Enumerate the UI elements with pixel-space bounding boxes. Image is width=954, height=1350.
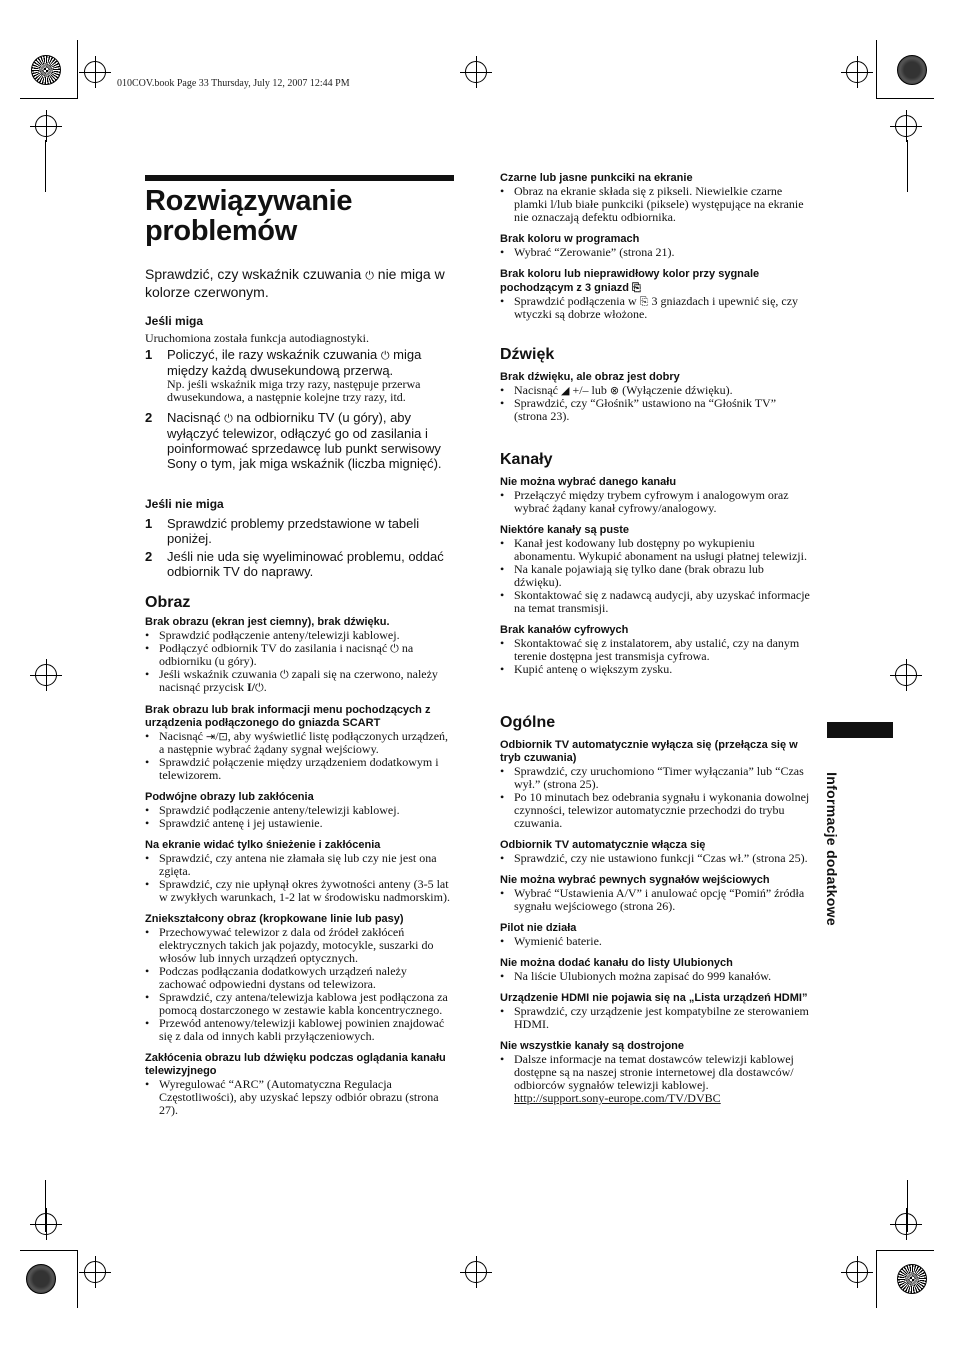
section-heading: Jeśli nie miga (145, 497, 224, 511)
registration-mark-icon (84, 61, 106, 83)
solution-list (145, 1078, 455, 1117)
registration-mark-icon (35, 115, 57, 137)
item-text: (Wyłączenie dźwięku). (619, 383, 733, 397)
list-item: • Przewód antenowy/telewizji kablowej powinien znajdować się z dala od innych kabli przyłączeniowych. (145, 1017, 455, 1043)
solution-list (500, 637, 812, 676)
step-1 (145, 516, 455, 546)
step-number: 2 (145, 549, 153, 564)
list-item: • Wybrać “Zerowanie” (strona 21). (500, 246, 812, 259)
component-input-icon: ⎘ (632, 281, 641, 294)
problem-title: Nie można wybrać pewnych sygnałów wejściowych (500, 874, 770, 886)
list-item: • Wyregulować “ARC” (Automatyczna Regulacja Częstotliwości), aby uzyskać lepszy odbiór obrazu (strona 27). (145, 1078, 455, 1117)
section-text: Uruchomiona została funkcja autodiagnostyki. (145, 331, 369, 345)
jesli-nie-miga-section (145, 497, 455, 579)
list-item (500, 295, 812, 321)
problem-title: Nie można dodać kanału do listy Ulubionych (500, 957, 733, 969)
solution-list (500, 384, 812, 423)
registration-mark-icon (895, 1213, 917, 1235)
problem-title: Pilot nie działa (500, 922, 577, 934)
page-title: Rozwiązywanie problemów (145, 185, 353, 247)
list-item: • Podczas podłączania dodatkowych urządzeń należy zachować odpowiedni dystans od telewizora. (145, 965, 455, 991)
crop-mark (876, 1250, 934, 1251)
step-2 (145, 410, 455, 471)
item-text: / (215, 729, 219, 743)
list-item: • Skontaktować się z instalatorem, aby ustalić, czy na danym terenie dostępna jest transmisja cyfrowa. (500, 637, 812, 663)
obraz-section (145, 594, 455, 1117)
item-text: Jeśli wskaźnik czuwania (159, 667, 280, 681)
standby-icon: ⏻ (390, 642, 399, 655)
crop-mark (77, 40, 78, 98)
step-text: Sprawdzić problemy przedstawione w tabeli poniżej. (167, 516, 420, 546)
list-item: • Wymienić baterie. (500, 935, 812, 948)
solution-list (500, 1005, 812, 1031)
crop-mark (45, 140, 46, 192)
step-text: Nacisnąć (167, 410, 225, 425)
list-item: • Po 10 minutach bez odebrania sygnału i wykonania dowolnej czynności, telewizor automatycznie przechodzi do trybu czuwania. (500, 791, 812, 830)
registration-mark-icon (465, 1261, 487, 1283)
list-item: • Obraz na ekranie składa się z pikseli. Niewielkie czarne plamki l/lub białe punkciki (piksele) występujące na ekranie nie oznaczają defektu odbiornika. (500, 185, 812, 224)
solution-list (500, 970, 812, 983)
crop-mark (20, 1250, 78, 1251)
step-number: 1 (145, 516, 153, 531)
step-1 (145, 347, 455, 378)
print-header: 010COV.book Page 33 Thursday, July 12, 2007 12:44 PM (117, 78, 350, 89)
list-item: • Sprawdzić antenę i jej ustawienie. (145, 817, 455, 830)
standby-icon: ⏻ (365, 269, 374, 282)
color-rosette-icon (31, 55, 61, 85)
mute-icon: ⊗ (609, 384, 620, 397)
list-item (145, 642, 455, 668)
list-item: • Na liście Ulubionych można zapisać do 999 kanałów. (500, 970, 812, 983)
item-text: , aby wyświetlić listę podłączonych urządzeń, a następnie wybrać żądany sygnał wejściowy. (159, 729, 449, 756)
item-text: Nacisnąć (159, 729, 206, 743)
step-text: Jeśli nie uda się wyeliminować problemu, oddać odbiornik TV do naprawy. (167, 549, 444, 579)
support-link[interactable]: http://support.sony-europe.com/TV/DVBC (514, 1091, 721, 1105)
registration-mark-icon (846, 1261, 868, 1283)
registration-mark-icon (35, 1213, 57, 1235)
list-item: • Przełączyć między trybem cyfrowym i analogowym oraz wybrać żądany kanał cyfrowy/analogowy. (500, 489, 812, 515)
list-item: • Wybrać “Ustawienia A/V” i anulować opcję “Pomiń” źródła sygnału wejściowego (strona 26). (500, 887, 812, 913)
standby-icon: ⏻ (224, 412, 233, 425)
solution-list (500, 489, 812, 515)
solution-list (500, 852, 812, 865)
section-heading: Ogólne (500, 714, 556, 731)
chapter-tab (827, 722, 893, 738)
color-rosette-icon (897, 55, 927, 85)
problem-title: Zakłócenia obrazu lub dźwięku podczas oglądania kanału telewizyjnego (145, 1052, 446, 1077)
input-tv-icon: ⊡ (218, 730, 228, 743)
problem-title (500, 268, 812, 295)
list-item (145, 668, 455, 694)
problem-title: Nie wszystkie kanały są dostrojone (500, 1040, 685, 1052)
step-2 (145, 549, 455, 579)
crop-mark (907, 140, 908, 192)
problem-title: Brak koloru w programach (500, 233, 640, 245)
crop-mark (876, 98, 934, 99)
problem-title: Brak kanałów cyfrowych (500, 624, 629, 636)
crop-mark (20, 98, 78, 99)
problem-title: Brak dźwięku, ale obraz jest dobry (500, 371, 680, 383)
chapter-label (817, 755, 847, 945)
item-text: Sprawdzić podłączenia w (514, 294, 640, 308)
solution-list (500, 185, 812, 224)
dzwiek-section (500, 346, 812, 423)
chapter-label-text: Informacje dodatkowe (824, 772, 840, 926)
list-item (500, 1053, 812, 1105)
item-text: zapali się na czerwono, należy nacisnąć przycisk (159, 667, 438, 694)
list-item: • Sprawdzić podłączenie anteny/telewizji kablowej. (145, 629, 455, 642)
problem-title: Niektóre kanały są puste (500, 524, 630, 536)
section-heading: Kanały (500, 451, 553, 468)
list-item: • Na kanale pojawiają się tylko dane (brak obrazu lub dźwięku). (500, 563, 812, 589)
list-item: • Sprawdzić, czy antena nie złamała się lub czy nie jest ona zgięta. (145, 852, 455, 878)
item-text: Podłączyć odbiornik TV do zasilania i nacisnąć (159, 641, 391, 655)
step-number: 1 (145, 347, 153, 362)
step-text: Policzyć, ile razy wskaźnik czuwania (167, 347, 381, 362)
list-item: • Sprawdzić, czy “Głośnik” ustawiono na “Głośnik TV” (strona 23). (500, 397, 812, 423)
section-heading: Jeśli miga (145, 314, 204, 328)
list-item: • Przechowywać telewizor z dala od źródeł zakłóceń elektrycznych takich jak pojazdy, motocykle, suszarki do włosów lub innych urządzeń optycznych. (145, 926, 455, 965)
item-text: 3 gniazdach i upewnić się, czy wtyczki są dobrze włożone. (514, 294, 799, 321)
list-item: • Sprawdzić, czy nie ustawiono funkcji “Czas wł.” (strona 25). (500, 852, 812, 865)
list-item: • Kupić antenę o większym zysku. (500, 663, 812, 676)
solution-list (500, 1053, 812, 1105)
list-item: • Sprawdzić połączenie między urządzeniem dodatkowym i telewizorem. (145, 756, 455, 782)
solution-list (145, 852, 455, 904)
intro-after: nie miga w kolorze czerwonym. (145, 266, 445, 300)
problem-title: Zniekształcony obraz (kropkowane linie lub pasy) (145, 913, 404, 925)
problem-title: Na ekranie widać tylko śnieżenie i zakłócenia (145, 839, 381, 851)
list-item: • Sprawdzić podłączenie anteny/telewizji kablowej. (145, 804, 455, 817)
solution-list (145, 730, 455, 782)
problem-title: Czarne lub jasne punkciki na ekranie (500, 172, 693, 184)
obraz-continued (500, 172, 812, 321)
intro-text (145, 266, 455, 301)
list-item: • Sprawdzić, czy uruchomiono “Timer wyłączania” lub “Czas wył.” (strona 25). (500, 765, 812, 791)
step-text: miga między każdą dwusekundową przerwą. (167, 347, 422, 378)
problem-title: Brak obrazu lub brak informacji menu pochodzących z urządzenia podłączonego do gniazda SCART (145, 704, 431, 729)
problem-title: Odbiornik TV automatycznie wyłącza się (przełącza się w tryb czuwania) (500, 739, 798, 764)
list-item: • Kanał jest kodowany lub dostępny po wykupieniu abonamentu. Wykupić abonament na usługi płatnej telewizji. (500, 537, 812, 563)
solution-list (500, 295, 812, 321)
item-text: +/– lub (569, 383, 610, 397)
solution-list (145, 629, 455, 694)
item-text: Dalsze informacje na temat dostawców telewizji kablowej dostępne są na naszej stronie internetowej dla dostawców/ odbiorców sygnałów telewizji kablowej. (514, 1052, 794, 1092)
registration-mark-icon (895, 115, 917, 137)
solution-list (500, 537, 812, 615)
volume-icon: ◢ (560, 384, 570, 397)
problem-title: Urządzenie HDMI nie pojawia się na „Lista urządzeń HDMI” (500, 992, 808, 1004)
problem-title: Odbiornik TV automatycznie włącza się (500, 839, 706, 851)
registration-mark-icon (465, 61, 487, 83)
title-rule (145, 175, 454, 181)
title-text: Brak koloru lub nieprawidłowy kolor przy sygnale pochodzącym z 3 gniazd (500, 268, 760, 294)
ogolne-section (500, 714, 812, 1105)
section-heading: Obraz (145, 594, 191, 611)
step-number: 2 (145, 410, 153, 425)
intro-before: Sprawdzić, czy wskaźnik czuwania (145, 266, 366, 282)
registration-mark-icon (895, 664, 917, 686)
color-rosette-icon (26, 1264, 56, 1294)
solution-list (500, 935, 812, 948)
problem-title: Brak obrazu (ekran jest ciemny), brak dźwięku. (145, 616, 390, 628)
registration-mark-icon (84, 1261, 106, 1283)
color-rosette-icon (897, 1264, 927, 1294)
step-note: Np. jeśli wskaźnik miga trzy razy, następuje przerwa dwusekundowa, a następnie kolejne trzy razy, itd. (167, 377, 421, 404)
section-heading: Dźwięk (500, 346, 555, 363)
list-item: • Sprawdzić, czy nie upłynął okres żywotności anteny (3-5 lat w zwykłych warunkach, 1-2 lat w środowisku nadmorskim). (145, 878, 455, 904)
component-input-icon: ⎘ (639, 295, 649, 308)
solution-list (500, 765, 812, 830)
list-item: • Sprawdzić, czy urządzenie jest kompatybilne ze sterowaniem HDMI. (500, 1005, 812, 1031)
solution-list (500, 246, 812, 259)
item-text: Nacisnąć (514, 383, 561, 397)
list-item: • Skontaktować się z nadawcą audycji, aby uzyskać informacje na temat transmisji. (500, 589, 812, 615)
registration-mark-icon (35, 664, 57, 686)
jesli-miga-section (145, 314, 455, 471)
input-select-icon: ⇥ (205, 730, 216, 743)
crop-mark (77, 1250, 78, 1308)
step-text: na odbiorniku TV (u góry), aby wyłączyć telewizor, odłączyć go od zasilania i poinformować sprzedawcę lub punkt serwisowy Sony o tym, jak miga wskaźnik (liczba mignięć). (167, 410, 442, 471)
crop-mark (876, 1250, 877, 1308)
solution-list (145, 926, 455, 1043)
registration-mark-icon (846, 61, 868, 83)
item-text: na odbiorniku (u góry). (159, 641, 414, 668)
problem-title: Podwójne obrazy lub zakłócenia (145, 791, 314, 803)
standby-icon: ⏻ (279, 668, 289, 681)
solution-list (145, 804, 455, 830)
standby-icon: ⏻ (254, 681, 264, 694)
solution-list (500, 887, 812, 913)
crop-mark (876, 40, 877, 98)
standby-icon: ⏻ (380, 349, 390, 362)
power-key-label: I/ (246, 680, 255, 694)
kanaly-section (500, 451, 812, 676)
list-item: • Sprawdzić, czy antena/telewizja kablowa jest podłączona za pomocą dostarczonego w zestawie kabla koncentrycznego. (145, 991, 455, 1017)
item-text: . (263, 680, 267, 694)
problem-title: Nie można wybrać danego kanału (500, 476, 677, 488)
list-item (145, 730, 455, 756)
